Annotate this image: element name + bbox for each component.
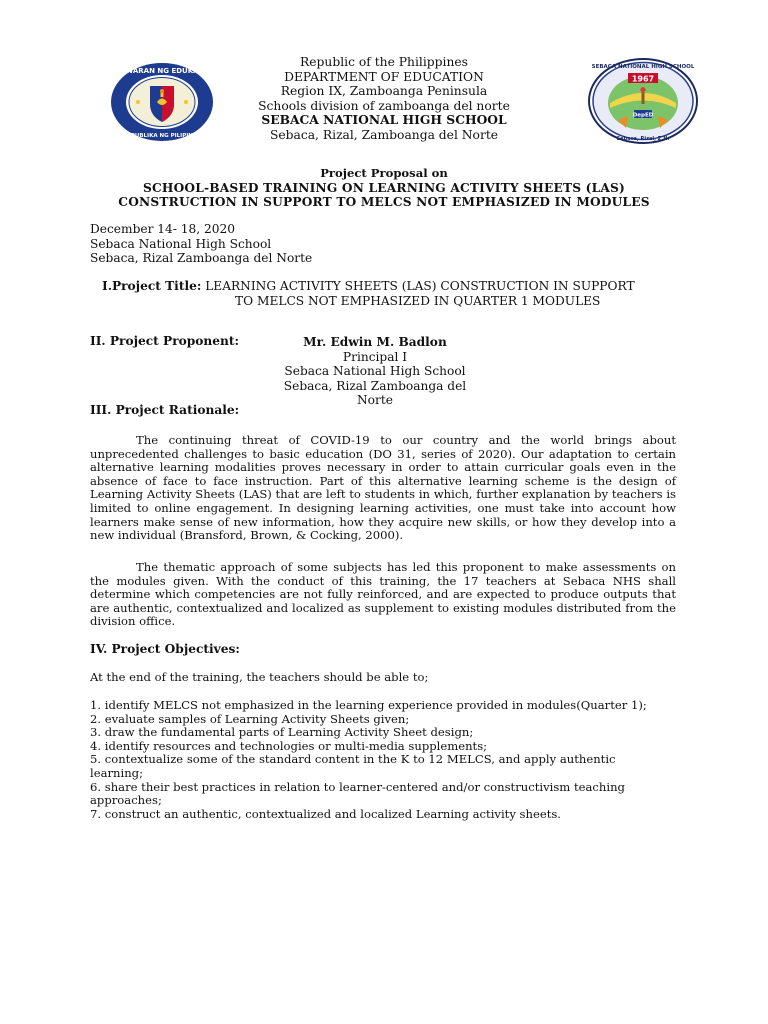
proposal-date: December 14- 18, 2020: [90, 222, 236, 236]
letterhead-division: Schools division of zamboanga del norte: [258, 98, 510, 113]
letterhead-department: DEPARTMENT OF EDUCATION: [284, 69, 484, 84]
proposal-address: Sebaca, Rizal Zamboanga del Norte: [90, 251, 313, 265]
proponent-school: Sebaca National High School: [284, 364, 466, 378]
deped-seal-text-bottom: REPUBLIKA NG PILIPINAS: [122, 133, 202, 139]
objective-item: 3. draw the fundamental parts of Learning Activity Sheet design;: [90, 725, 474, 740]
proposal-title-line1: SCHOOL-BASED TRAINING ON LEARNING ACTIVITY SHEETS (LAS): [142, 180, 626, 195]
letterhead-republic: Republic of the Philippines: [300, 55, 468, 69]
proposal-title-pre: Project Proposal on: [320, 166, 448, 180]
objective-item: 6. share their best practices in relation to learner-centered and/or constructivism teaching approaches;: [90, 779, 625, 808]
project-title-line1: LEARNING ACTIVITY SHEETS (LAS) CONSTRUCTION IN SUPPORT: [205, 279, 635, 293]
letterhead-address: Sebaca, Rizal, Zamboanga del Norte: [269, 127, 499, 142]
proposal-school: Sebaca National High School: [90, 236, 272, 251]
rationale-heading: III. Project Rationale:: [90, 403, 240, 417]
project-title-label: I.Project Title:: [102, 279, 202, 293]
rationale-paragraph-1: The continuing threat of COVID-19 to our country and the world brings about unprecedented challenges to basic education (DO 31, series of 2020). Our adaptation to certain alternative learning modalities proves necessary in order to attain curricular goals even in the absence of face to face instruction. Part of this alternative learning scheme is the design of Learning Activity Sheets (LAS) that are left to students in which, further explanation by teachers is limited to online engagement. In designing learning activities, one must take into account how learners make sense of new information, how they acquire new skills, or how they develop into a new individual (Bransford, Brown, & Cocking, 2000).: [90, 433, 676, 543]
objectives-list: [90, 699, 650, 821]
letterhead-region: Region IX, Zamboanga Peninsula: [280, 84, 488, 98]
objective-item: 5. contextualize some of the standard content in the K to 12 MELCS, and apply authentic learning;: [90, 752, 616, 780]
objectives-heading: IV. Project Objectives:: [90, 642, 240, 656]
rationale-paragraph-2: The thematic approach of some subjects has led this proponent to make assessments on the modules given. With the conduct of this training, the 17 teachers at Sebaca NHS shall determine which competencies are not fully reinforced, and are expected to produce outputs that are authentic, contextualized and localized as supplement to existing modules distributed from the division office.: [90, 560, 676, 629]
objective-item: 2. evaluate samples of Learning Activity Sheets given;: [90, 711, 410, 726]
proposal-title: [90, 166, 678, 210]
proponent-name: Mr. Edwin M. Badlon: [303, 335, 447, 349]
project-title-line2: TO MELCS NOT EMPHASIZED IN QUARTER 1 MODULES: [235, 293, 601, 308]
school-seal-logo: [588, 58, 698, 144]
letterhead-school: SEBACA NATIONAL HIGH SCHOOL: [261, 112, 507, 127]
school-seal-text-bottom: Sebaca, Rizal, Z.N.: [616, 136, 670, 142]
school-seal-badge: DepED: [632, 112, 654, 119]
proponent-position: Principal I: [342, 349, 408, 364]
letterhead: [200, 55, 568, 142]
project-title-section: [102, 279, 682, 308]
objective-item: 7. construct an authentic, contextualized and localized Learning activity sheets.: [90, 806, 561, 821]
date-place-block: [90, 222, 312, 266]
proponent-address: Sebaca, Rizal Zamboanga del Norte: [283, 378, 467, 407]
objectives-intro: At the end of the training, the teachers should be able to;: [90, 670, 429, 684]
proposal-title-line2: CONSTRUCTION IN SUPPORT TO MELCS NOT EMPHASIZED IN MODULES: [118, 195, 650, 209]
proponent-block: [265, 335, 485, 408]
deped-seal-logo: [103, 62, 221, 142]
objective-item: 4. identify resources and technologies or multi-media supplements;: [90, 738, 488, 753]
school-seal-year: 1967: [631, 74, 655, 84]
school-seal-text-top: SEBACA NATIONAL HIGH SCHOOL: [591, 64, 695, 70]
objective-item: 1. identify MELCS not emphasized in the learning experience provided in modules(Quarter 1);: [90, 698, 647, 712]
deped-seal-text-top: KAGAWARAN NG EDUKASYON: [103, 67, 221, 75]
proponent-label: II. Project Proponent:: [90, 334, 240, 348]
